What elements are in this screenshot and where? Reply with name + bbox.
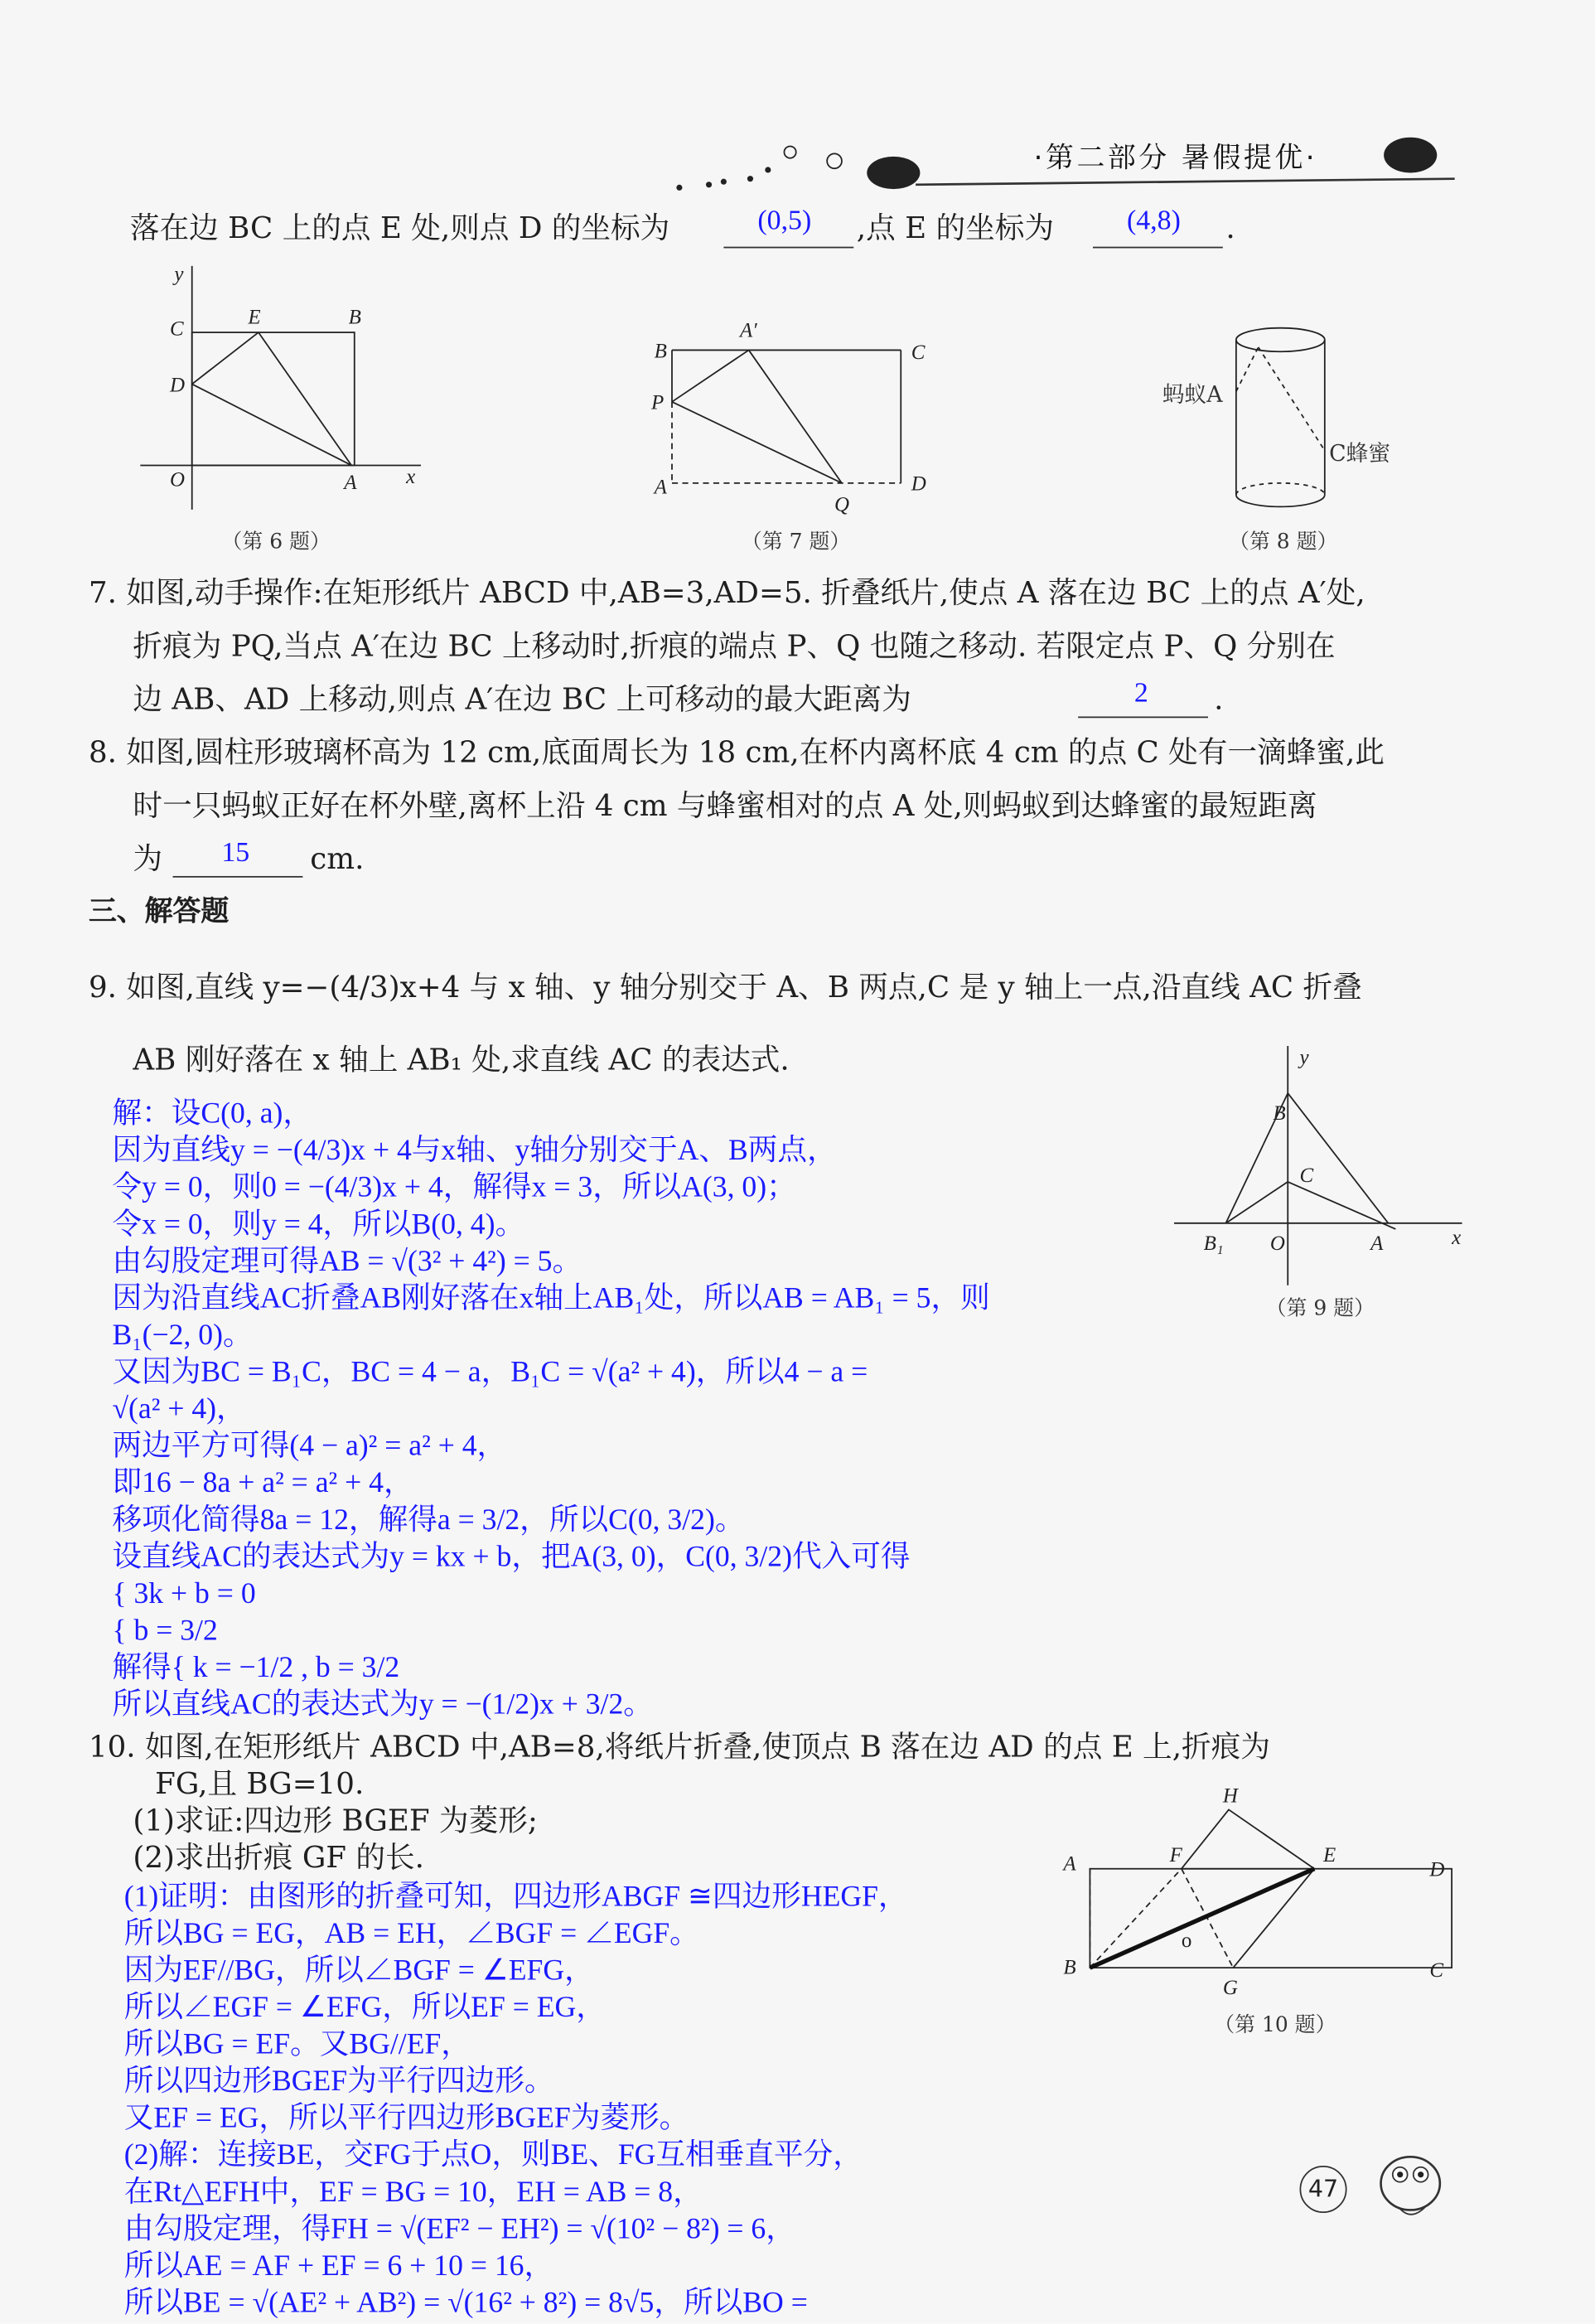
q10-solution-line: (2)解：连接BE，交FG于点O，则BE、FG互相垂直平分， xyxy=(123,2138,863,2172)
figure-8-caption: （第 8 题） xyxy=(1228,530,1338,554)
q9-solution-line: 所以直线AC的表达式为y = −(1/2)x + 3/2。 xyxy=(112,1688,653,1721)
svg-text:O: O xyxy=(169,468,185,491)
figure-9 xyxy=(1167,1034,1477,1293)
svg-text:B₁: B₁ xyxy=(1203,1232,1224,1255)
q9-solution-line: B₁(−2, 0)。 xyxy=(112,1319,253,1352)
svg-text:C: C xyxy=(169,317,184,341)
q9-solution-line: 两边平方可得(4 − a)² = a² + 4， xyxy=(112,1430,507,1463)
q10-solution-line: 在Rt△EFH中，EF = BG = 10，EH = AB = 8， xyxy=(123,2176,703,2209)
q9-solution-line: √(a² + 4)， xyxy=(112,1392,246,1426)
svg-text:D: D xyxy=(169,374,185,397)
section-3-heading: 三、解答题 xyxy=(88,895,230,928)
svg-text:C: C xyxy=(911,341,926,365)
q9-solution-line: 移项化简得8a = 12，解得a = 3/2，所以C(0, 3/2)。 xyxy=(112,1503,745,1537)
svg-text:O: O xyxy=(1269,1232,1285,1255)
svg-text:A: A xyxy=(654,476,667,499)
q9-solution-line: 设直线AC的表达式为y = kx + b，把A(3, 0)，C(0, 3/2)代入可得 xyxy=(112,1541,911,1574)
svg-text:o: o xyxy=(1181,1929,1192,1953)
figure-6 xyxy=(133,259,442,525)
figure-7-caption: （第 7 题） xyxy=(741,530,851,554)
svg-text:A: A xyxy=(1370,1232,1384,1255)
q10-line-1: 10. 如图,在矩形纸片 ABCD 中,AB=8,将纸片折叠,使顶点 B 落在边 AD 的点 E 上,折痕为 xyxy=(88,1728,1270,1765)
svg-text:P: P xyxy=(651,391,665,414)
q7-line-3: 边 AB、AD 上移动,则点 A′在边 BC 上可移动的最大距离为 xyxy=(133,680,911,717)
q10-solution-line: 又EF = EG，所以平行四边形BGEF为菱形。 xyxy=(123,2102,689,2135)
q9-solution-line: { 3k + b = 0 xyxy=(112,1577,256,1610)
figure-7 xyxy=(642,310,952,524)
q9-solution-line: 因为直线y = −(4/3)x + 4与x轴、y轴分别交于A、B两点， xyxy=(112,1134,837,1168)
figure-10-caption: （第 10 题） xyxy=(1214,2013,1336,2037)
q10-solution-line: (1)证明：由图形的折叠可知，四边形ABGF ≅四边形HEGF， xyxy=(123,1880,908,1914)
svg-text:y: y xyxy=(174,263,184,286)
q10-solution-line: 所以BG = EG，AB = EH，∠BGF = ∠EGF。 xyxy=(123,1917,699,1950)
q10-solution-line: 所以AE = AF + EF = 6 + 10 = 16， xyxy=(123,2249,554,2283)
svg-text:D: D xyxy=(911,472,926,496)
q8-line-2: 时一只蚂蚁正好在杯外壁,离杯上沿 4 cm 与蜂蜜相对的点 A 处,则蚂蚁到达蜂蜜的最短距离 xyxy=(133,787,1317,823)
svg-text:D: D xyxy=(1429,1858,1445,1881)
svg-text:B: B xyxy=(348,306,361,329)
svg-text:x: x xyxy=(1452,1226,1462,1249)
q9-solution-line: 令y = 0，则0 = −(4/3)x + 4，解得x = 3，所以A(3, 0)； xyxy=(112,1171,796,1204)
q7-end: . xyxy=(1214,680,1224,717)
svg-text:C: C xyxy=(1299,1164,1314,1187)
svg-text:F: F xyxy=(1169,1843,1182,1866)
q9-solution-line: 因为沿直线AC折叠AB刚好落在x轴上AB₁处，所以AB = AB₁ = 5，则 xyxy=(112,1282,990,1315)
q6-answer-d: (0,5) xyxy=(757,205,812,237)
q6-text-mid: ,点 E 的坐标为 xyxy=(856,210,1055,245)
page-number: 47 xyxy=(1300,2166,1347,2213)
svg-text:C: C xyxy=(1429,1958,1444,1982)
svg-text:B: B xyxy=(1273,1102,1286,1126)
q8-line-3: 为 xyxy=(133,840,163,876)
svg-text:y: y xyxy=(1299,1046,1309,1069)
figure-9-caption: （第 9 题） xyxy=(1265,1296,1375,1321)
figure-10 xyxy=(1049,1773,1462,2009)
svg-text:B: B xyxy=(1063,1956,1076,1979)
figure-6-caption: （第 6 题） xyxy=(221,530,331,554)
q9-solution-line: 解：设C(0, a)， xyxy=(112,1097,313,1131)
q10-solution-line: 所以四边形BGEF为平行四边形。 xyxy=(123,2065,554,2099)
mascot-bird-icon xyxy=(1366,2142,1455,2230)
section-header: ·第二部分 暑假提优· xyxy=(1033,142,1318,175)
q6-end: . xyxy=(1225,210,1235,245)
q10-line-4: (2)求出折痕 GF 的长. xyxy=(133,1839,425,1875)
q9-solution-line: { b = 3/2 xyxy=(112,1615,218,1648)
q9-solution-line: 令x = 0，则y = 4，所以B(0, 4)。 xyxy=(112,1208,525,1242)
q10-solution-line: 所以∠EGF = ∠EFG，所以EF = EG， xyxy=(123,1991,606,2024)
svg-text:G: G xyxy=(1222,1977,1238,2000)
q6-text: 落在边 BC 上的点 E 处,则点 D 的坐标为 xyxy=(129,210,670,245)
q10-solution-line: 所以BE = √(AE² + AB²) = √(16² + 8²) = 8√5，所以BO = xyxy=(123,2287,808,2320)
q7-answer: 2 xyxy=(1133,678,1148,709)
q9-solution-line: 由勾股定理可得AB = √(3² + 4²) = 5。 xyxy=(112,1245,582,1278)
q8-line-1: 8. 如图,圆柱形玻璃杯高为 12 cm,底面周长为 18 cm,在杯内离杯底 4 cm 的点 C 处有一滴蜂蜜,此 xyxy=(88,734,1385,770)
svg-text:A′: A′ xyxy=(739,319,757,342)
q8-answer: 15 xyxy=(221,837,250,869)
q9-solution-line: 即16 − 8a + a² = a² + 4， xyxy=(112,1466,413,1500)
svg-text:B: B xyxy=(654,340,667,363)
svg-text:A: A xyxy=(344,471,357,494)
honey-label: C蜂蜜 xyxy=(1329,440,1391,467)
svg-text:H: H xyxy=(1222,1784,1238,1808)
q7-line-1: 7. 如图,动手操作:在矩形纸片 ABCD 中,AB=3,AD=5. 折叠纸片,使点 A 落在边 BC 上的点 A′处, xyxy=(88,574,1365,611)
q6-answer-e: (4,8) xyxy=(1126,205,1181,237)
q10-solution-line: 因为EF//BG，所以∠BGF = ∠EFG， xyxy=(123,1954,594,1988)
q9-solution-line: 解得{ k = −1/2 , b = 3/2 xyxy=(112,1651,400,1684)
svg-text:E: E xyxy=(248,306,261,329)
q8-unit: cm. xyxy=(310,840,365,876)
q9-solution-line: 又因为BC = B₁C，BC = 4 − a，B₁C = √(a² + 4)，所以4 − a = xyxy=(112,1356,868,1389)
q7-line-2: 折痕为 PQ,当点 A′在边 BC 上移动时,折痕的端点 P、Q 也随之移动. 若限定点 P、Q 分别在 xyxy=(133,627,1336,664)
q10-solution-line: 由勾股定理，得FH = √(EF² − EH²) = √(10² − 8²) = 6， xyxy=(123,2213,795,2246)
q9-line-1: 9. 如图,直线 y=−(4/3)x+4 与 x 轴、y 轴分别交于 A、B 两点,C 是 y 轴上一点,沿直线 AC 折叠 xyxy=(88,969,1362,1005)
svg-text:A: A xyxy=(1063,1852,1076,1876)
svg-text:x: x xyxy=(406,465,416,488)
q9-line-2: AB 刚好落在 x 轴上 AB₁ 处,求直线 AC 的表达式. xyxy=(133,1041,790,1077)
q10-line-2: FG,且 BG=10. xyxy=(155,1765,365,1801)
svg-text:E: E xyxy=(1323,1843,1336,1866)
header-decoration-fish-icon xyxy=(650,126,1477,200)
figure-8 xyxy=(1152,317,1447,525)
ant-label: 蚂蚁A xyxy=(1162,380,1223,408)
q10-line-3: (1)求证:四边形 BGEF 为菱形; xyxy=(133,1802,538,1838)
q10-solution-line: 所以BG = EF。又BG//EF， xyxy=(123,2028,471,2061)
svg-text:Q: Q xyxy=(834,493,850,516)
